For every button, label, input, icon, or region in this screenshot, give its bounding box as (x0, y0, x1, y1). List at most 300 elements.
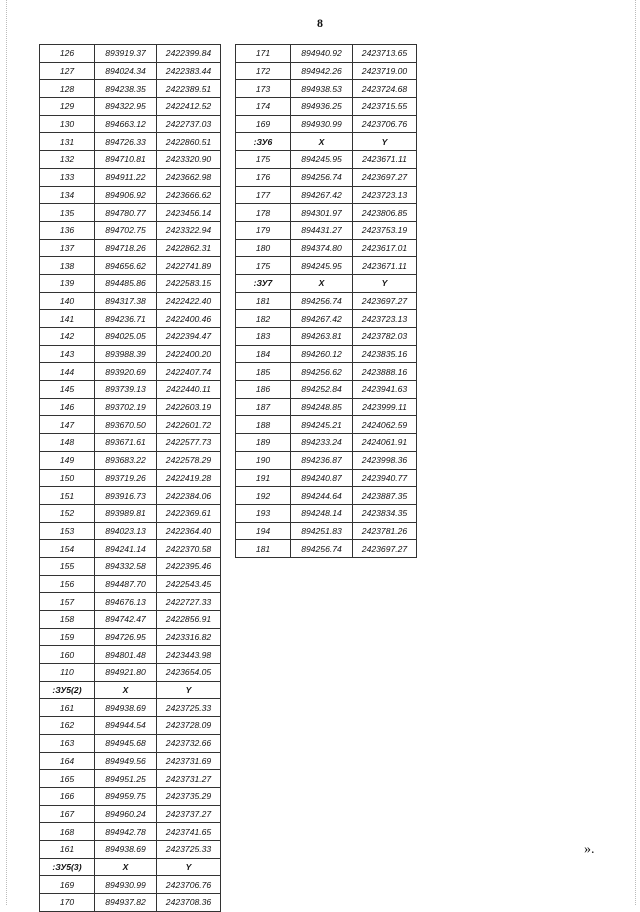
y-coordinate-cell: 2422583.15 (157, 274, 221, 292)
table-row (236, 328, 417, 346)
table-row (40, 328, 221, 346)
y-coordinate-cell: 2422422.40 (157, 292, 221, 310)
y-coordinate-cell: 2422400.46 (157, 310, 221, 328)
point-number-cell: 130 (40, 115, 95, 133)
table-row (40, 292, 221, 310)
point-number-cell: 177 (236, 186, 291, 204)
table-row (236, 292, 417, 310)
point-number-cell: 127 (40, 62, 95, 80)
y-coordinate-cell: 2423713.65 (353, 45, 417, 63)
table-row (40, 894, 221, 912)
table-row (40, 451, 221, 469)
point-number-cell: :ЗУ6 (236, 133, 291, 151)
section-header-row (236, 274, 417, 292)
table-row (40, 274, 221, 292)
y-coordinate-cell: 2422862.31 (157, 239, 221, 257)
table-row (236, 381, 417, 399)
table-row (236, 451, 417, 469)
y-coordinate-cell: 2422860.51 (157, 133, 221, 151)
x-coordinate-cell: 894245.21 (291, 416, 353, 434)
y-coordinate-cell: 2422369.61 (157, 504, 221, 522)
point-number-cell: :ЗУ7 (236, 274, 291, 292)
y-coordinate-cell: 2423666.62 (157, 186, 221, 204)
point-number-cell: 189 (236, 434, 291, 452)
x-coordinate-cell: 894024.34 (95, 62, 157, 80)
table-row (40, 133, 221, 151)
table-row (236, 522, 417, 540)
point-number-cell: 157 (40, 593, 95, 611)
x-coordinate-cell: 894676.13 (95, 593, 157, 611)
point-number-cell: 128 (40, 80, 95, 98)
point-number-cell: 182 (236, 310, 291, 328)
point-number-cell: 150 (40, 469, 95, 487)
point-number-cell: 133 (40, 168, 95, 186)
y-coordinate-cell: 2423697.27 (353, 540, 417, 558)
x-coordinate-cell: 894267.42 (291, 186, 353, 204)
point-number-cell: 135 (40, 204, 95, 222)
point-number-cell: 166 (40, 787, 95, 805)
y-coordinate-cell: 2422412.52 (157, 98, 221, 116)
y-coordinate-cell: 2423835.16 (353, 345, 417, 363)
point-number-cell: 170 (40, 894, 95, 912)
point-number-cell: 162 (40, 717, 95, 735)
y-coordinate-cell: 2423708.36 (157, 894, 221, 912)
point-number-cell: 187 (236, 398, 291, 416)
x-coordinate-cell: 894260.12 (291, 345, 353, 363)
x-coordinate-cell: 894801.48 (95, 646, 157, 664)
table-row (236, 80, 417, 98)
point-number-cell: 110 (40, 664, 95, 682)
point-number-cell: 191 (236, 469, 291, 487)
y-coordinate-cell: 2423725.33 (157, 699, 221, 717)
section-header-row (40, 681, 221, 699)
x-coordinate-cell: 893671.61 (95, 434, 157, 452)
x-coordinate-cell: X (95, 681, 157, 699)
x-coordinate-cell: 894944.54 (95, 717, 157, 735)
y-coordinate-cell: 2423887.35 (353, 487, 417, 505)
table-row (40, 557, 221, 575)
table-row (236, 115, 417, 133)
table-row (236, 416, 417, 434)
x-coordinate-cell: 894726.33 (95, 133, 157, 151)
point-number-cell: :ЗУ5(3) (40, 858, 95, 876)
y-coordinate-cell: 2423723.13 (353, 310, 417, 328)
coordinates-table-right (235, 44, 417, 558)
y-coordinate-cell: 2422383.44 (157, 62, 221, 80)
x-coordinate-cell: 894233.24 (291, 434, 353, 452)
y-coordinate-cell: 2423671.11 (353, 151, 417, 169)
table-row (40, 876, 221, 894)
y-coordinate-cell: 2422389.51 (157, 80, 221, 98)
y-coordinate-cell: 2423999.11 (353, 398, 417, 416)
table-row (40, 540, 221, 558)
x-coordinate-cell: 894023.13 (95, 522, 157, 540)
x-coordinate-cell: 894951.25 (95, 770, 157, 788)
coordinates-table-left (39, 44, 221, 912)
scan-edge-left (6, 0, 7, 905)
table-row (40, 398, 221, 416)
y-coordinate-cell: 2422578.29 (157, 451, 221, 469)
table-row (40, 186, 221, 204)
x-coordinate-cell: 894322.95 (95, 98, 157, 116)
table-row (40, 575, 221, 593)
x-coordinate-cell: 894718.26 (95, 239, 157, 257)
table-row (40, 805, 221, 823)
y-coordinate-cell: 2422364.40 (157, 522, 221, 540)
y-coordinate-cell: 2422400.20 (157, 345, 221, 363)
x-coordinate-cell: 894256.62 (291, 363, 353, 381)
point-number-cell: 159 (40, 628, 95, 646)
point-number-cell: 148 (40, 434, 95, 452)
y-coordinate-cell: 2423941.63 (353, 381, 417, 399)
table-row (236, 168, 417, 186)
y-coordinate-cell: 2423719.00 (353, 62, 417, 80)
scan-edge-right (635, 0, 636, 905)
point-number-cell: 188 (236, 416, 291, 434)
y-coordinate-cell: 2423715.55 (353, 98, 417, 116)
table-row (40, 45, 221, 63)
x-coordinate-cell: 894248.85 (291, 398, 353, 416)
y-coordinate-cell: Y (353, 274, 417, 292)
x-coordinate-cell: 894930.99 (95, 876, 157, 894)
y-coordinate-cell: 2423731.27 (157, 770, 221, 788)
point-number-cell: 137 (40, 239, 95, 257)
y-coordinate-cell: 2423725.33 (157, 840, 221, 858)
point-number-cell: 129 (40, 98, 95, 116)
y-coordinate-cell: 2422543.45 (157, 575, 221, 593)
point-number-cell: 179 (236, 221, 291, 239)
x-coordinate-cell: 894252.84 (291, 381, 353, 399)
table-row (40, 98, 221, 116)
table-row (236, 204, 417, 222)
table-row (40, 840, 221, 858)
table-row (236, 151, 417, 169)
y-coordinate-cell: 2422577.73 (157, 434, 221, 452)
table-row (40, 664, 221, 682)
y-coordinate-cell: 2423697.27 (353, 292, 417, 310)
y-coordinate-cell: 2423617.01 (353, 239, 417, 257)
table-row (40, 239, 221, 257)
y-coordinate-cell: 2423753.19 (353, 221, 417, 239)
y-coordinate-cell: 2422727.33 (157, 593, 221, 611)
y-coordinate-cell: 2424062.59 (353, 416, 417, 434)
y-coordinate-cell: 2423782.03 (353, 328, 417, 346)
table-row (40, 593, 221, 611)
point-number-cell: 186 (236, 381, 291, 399)
y-coordinate-cell: 2423806.85 (353, 204, 417, 222)
table-row (236, 310, 417, 328)
table-row (40, 204, 221, 222)
point-number-cell: 152 (40, 504, 95, 522)
y-coordinate-cell: 2423728.09 (157, 717, 221, 735)
y-coordinate-cell: 2422407.74 (157, 363, 221, 381)
table-row (236, 434, 417, 452)
x-coordinate-cell: 894938.69 (95, 840, 157, 858)
x-coordinate-cell: 893683.22 (95, 451, 157, 469)
table-row (40, 487, 221, 505)
point-number-cell: 138 (40, 257, 95, 275)
table-row (40, 522, 221, 540)
point-number-cell: 126 (40, 45, 95, 63)
point-number-cell: 174 (236, 98, 291, 116)
point-number-cell: 158 (40, 611, 95, 629)
table-row (236, 186, 417, 204)
table-row (236, 239, 417, 257)
x-coordinate-cell: 894937.82 (95, 894, 157, 912)
point-number-cell: 169 (40, 876, 95, 894)
y-coordinate-cell: 2423998.36 (353, 451, 417, 469)
table-row (40, 787, 221, 805)
x-coordinate-cell: 894949.56 (95, 752, 157, 770)
y-coordinate-cell: 2422737.03 (157, 115, 221, 133)
x-coordinate-cell: 894267.42 (291, 310, 353, 328)
point-number-cell: 175 (236, 257, 291, 275)
table-row (236, 98, 417, 116)
y-coordinate-cell: 2422440.11 (157, 381, 221, 399)
y-coordinate-cell: Y (353, 133, 417, 151)
point-number-cell: 154 (40, 540, 95, 558)
y-coordinate-cell: 2422395.46 (157, 557, 221, 575)
y-coordinate-cell: 2423940.77 (353, 469, 417, 487)
table-row (40, 221, 221, 239)
x-coordinate-cell: 894663.12 (95, 115, 157, 133)
point-number-cell: 139 (40, 274, 95, 292)
y-coordinate-cell: 2422603.19 (157, 398, 221, 416)
table-row (40, 151, 221, 169)
table-row (40, 823, 221, 841)
x-coordinate-cell: 894431.27 (291, 221, 353, 239)
point-number-cell: 176 (236, 168, 291, 186)
x-coordinate-cell: 894485.86 (95, 274, 157, 292)
x-coordinate-cell: 894263.81 (291, 328, 353, 346)
point-number-cell: 183 (236, 328, 291, 346)
y-coordinate-cell: 2423732.66 (157, 734, 221, 752)
table-row (40, 469, 221, 487)
point-number-cell: 163 (40, 734, 95, 752)
x-coordinate-cell: 893988.39 (95, 345, 157, 363)
x-coordinate-cell: 894238.35 (95, 80, 157, 98)
point-number-cell: 131 (40, 133, 95, 151)
x-coordinate-cell: X (291, 133, 353, 151)
point-number-cell: 164 (40, 752, 95, 770)
y-coordinate-cell: 2423662.98 (157, 168, 221, 186)
point-number-cell: 149 (40, 451, 95, 469)
x-coordinate-cell: 894025.05 (95, 328, 157, 346)
table-row (236, 487, 417, 505)
y-coordinate-cell: 2422384.06 (157, 487, 221, 505)
point-number-cell: 171 (236, 45, 291, 63)
point-number-cell: 143 (40, 345, 95, 363)
point-number-cell: 153 (40, 522, 95, 540)
point-number-cell: 173 (236, 80, 291, 98)
point-number-cell: 142 (40, 328, 95, 346)
section-header-row (236, 133, 417, 151)
point-number-cell: 144 (40, 363, 95, 381)
y-coordinate-cell: 2423724.68 (353, 80, 417, 98)
table-row (40, 504, 221, 522)
table-row (40, 416, 221, 434)
point-number-cell: 172 (236, 62, 291, 80)
x-coordinate-cell: 894942.26 (291, 62, 353, 80)
x-coordinate-cell: 894938.69 (95, 699, 157, 717)
x-coordinate-cell: 894940.92 (291, 45, 353, 63)
x-coordinate-cell: 894921.80 (95, 664, 157, 682)
table-row (236, 363, 417, 381)
x-coordinate-cell: 894245.95 (291, 151, 353, 169)
table-row (236, 221, 417, 239)
x-coordinate-cell: 894942.78 (95, 823, 157, 841)
y-coordinate-cell: 2423706.76 (353, 115, 417, 133)
point-number-cell: 132 (40, 151, 95, 169)
point-number-cell: 169 (236, 115, 291, 133)
y-coordinate-cell: 2423697.27 (353, 168, 417, 186)
x-coordinate-cell: 894248.14 (291, 504, 353, 522)
point-number-cell: 160 (40, 646, 95, 664)
x-coordinate-cell: 894245.95 (291, 257, 353, 275)
y-coordinate-cell: 2423731.69 (157, 752, 221, 770)
x-coordinate-cell: 894317.38 (95, 292, 157, 310)
y-coordinate-cell: 2422601.72 (157, 416, 221, 434)
table-row (40, 168, 221, 186)
table-row (40, 628, 221, 646)
table-row (40, 434, 221, 452)
y-coordinate-cell: 2423737.27 (157, 805, 221, 823)
y-coordinate-cell: 2423723.13 (353, 186, 417, 204)
x-coordinate-cell: 894256.74 (291, 292, 353, 310)
y-coordinate-cell: 2422370.58 (157, 540, 221, 558)
point-number-cell: 134 (40, 186, 95, 204)
y-coordinate-cell: 2423316.82 (157, 628, 221, 646)
table-row (236, 257, 417, 275)
y-coordinate-cell: 2423456.14 (157, 204, 221, 222)
table-row (40, 770, 221, 788)
x-coordinate-cell: 894959.75 (95, 787, 157, 805)
point-number-cell: 181 (236, 292, 291, 310)
x-coordinate-cell: 893719.26 (95, 469, 157, 487)
y-coordinate-cell: 2423671.11 (353, 257, 417, 275)
y-coordinate-cell: Y (157, 858, 221, 876)
point-number-cell: 165 (40, 770, 95, 788)
point-number-cell: 141 (40, 310, 95, 328)
table-row (40, 80, 221, 98)
point-number-cell: 156 (40, 575, 95, 593)
point-number-cell: 161 (40, 840, 95, 858)
table-row (40, 611, 221, 629)
table-row (40, 115, 221, 133)
x-coordinate-cell: 894332.58 (95, 557, 157, 575)
x-coordinate-cell: 894256.74 (291, 168, 353, 186)
x-coordinate-cell: 894487.70 (95, 575, 157, 593)
x-coordinate-cell: 894256.74 (291, 540, 353, 558)
point-number-cell: 140 (40, 292, 95, 310)
y-coordinate-cell: 2422394.47 (157, 328, 221, 346)
table-row (40, 310, 221, 328)
x-coordinate-cell: 893739.13 (95, 381, 157, 399)
table-row (236, 540, 417, 558)
table-row (236, 62, 417, 80)
point-number-cell: 185 (236, 363, 291, 381)
table-row (236, 398, 417, 416)
x-coordinate-cell: 894906.92 (95, 186, 157, 204)
y-coordinate-cell: 2422399.84 (157, 45, 221, 63)
x-coordinate-cell: 894742.47 (95, 611, 157, 629)
point-number-cell: 168 (40, 823, 95, 841)
table-row (236, 469, 417, 487)
y-coordinate-cell: 2424061.91 (353, 434, 417, 452)
y-coordinate-cell: 2423322.94 (157, 221, 221, 239)
section-header-row (40, 858, 221, 876)
x-coordinate-cell: 894301.97 (291, 204, 353, 222)
x-coordinate-cell: 894780.77 (95, 204, 157, 222)
x-coordinate-cell: 894244.64 (291, 487, 353, 505)
closing-quote-mark: ». (584, 842, 595, 857)
x-coordinate-cell: 894960.24 (95, 805, 157, 823)
table-row (40, 381, 221, 399)
x-coordinate-cell: X (291, 274, 353, 292)
table-row (40, 734, 221, 752)
table-row (40, 345, 221, 363)
point-number-cell: 190 (236, 451, 291, 469)
point-number-cell: 180 (236, 239, 291, 257)
y-coordinate-cell: 2423706.76 (157, 876, 221, 894)
y-coordinate-cell: 2423735.29 (157, 787, 221, 805)
x-coordinate-cell: 894236.71 (95, 310, 157, 328)
y-coordinate-cell: 2423443.98 (157, 646, 221, 664)
x-coordinate-cell: 893670.50 (95, 416, 157, 434)
point-number-cell: 194 (236, 522, 291, 540)
x-coordinate-cell: 894938.53 (291, 80, 353, 98)
table-row (40, 257, 221, 275)
x-coordinate-cell: 893919.37 (95, 45, 157, 63)
table-row (40, 62, 221, 80)
x-coordinate-cell: 894936.25 (291, 98, 353, 116)
table-row (40, 752, 221, 770)
y-coordinate-cell: 2423654.05 (157, 664, 221, 682)
y-coordinate-cell: 2423320.90 (157, 151, 221, 169)
x-coordinate-cell: 894710.81 (95, 151, 157, 169)
y-coordinate-cell: 2422741.89 (157, 257, 221, 275)
point-number-cell: 184 (236, 345, 291, 363)
x-coordinate-cell: 894726.95 (95, 628, 157, 646)
table-row (236, 504, 417, 522)
point-number-cell: :ЗУ5(2) (40, 681, 95, 699)
x-coordinate-cell: 894945.68 (95, 734, 157, 752)
x-coordinate-cell: 894702.75 (95, 221, 157, 239)
y-coordinate-cell: 2422856.91 (157, 611, 221, 629)
x-coordinate-cell: 894236.87 (291, 451, 353, 469)
x-coordinate-cell: X (95, 858, 157, 876)
y-coordinate-cell: 2423888.16 (353, 363, 417, 381)
x-coordinate-cell: 893920.69 (95, 363, 157, 381)
table-row (236, 45, 417, 63)
x-coordinate-cell: 894930.99 (291, 115, 353, 133)
y-coordinate-cell: 2423781.26 (353, 522, 417, 540)
x-coordinate-cell: 893702.19 (95, 398, 157, 416)
table-row (40, 646, 221, 664)
point-number-cell: 192 (236, 487, 291, 505)
point-number-cell: 167 (40, 805, 95, 823)
x-coordinate-cell: 893989.81 (95, 504, 157, 522)
point-number-cell: 147 (40, 416, 95, 434)
point-number-cell: 181 (236, 540, 291, 558)
point-number-cell: 151 (40, 487, 95, 505)
point-number-cell: 136 (40, 221, 95, 239)
x-coordinate-cell: 894240.87 (291, 469, 353, 487)
x-coordinate-cell: 894241.14 (95, 540, 157, 558)
x-coordinate-cell: 894911.22 (95, 168, 157, 186)
table-row (40, 363, 221, 381)
table-row (236, 345, 417, 363)
